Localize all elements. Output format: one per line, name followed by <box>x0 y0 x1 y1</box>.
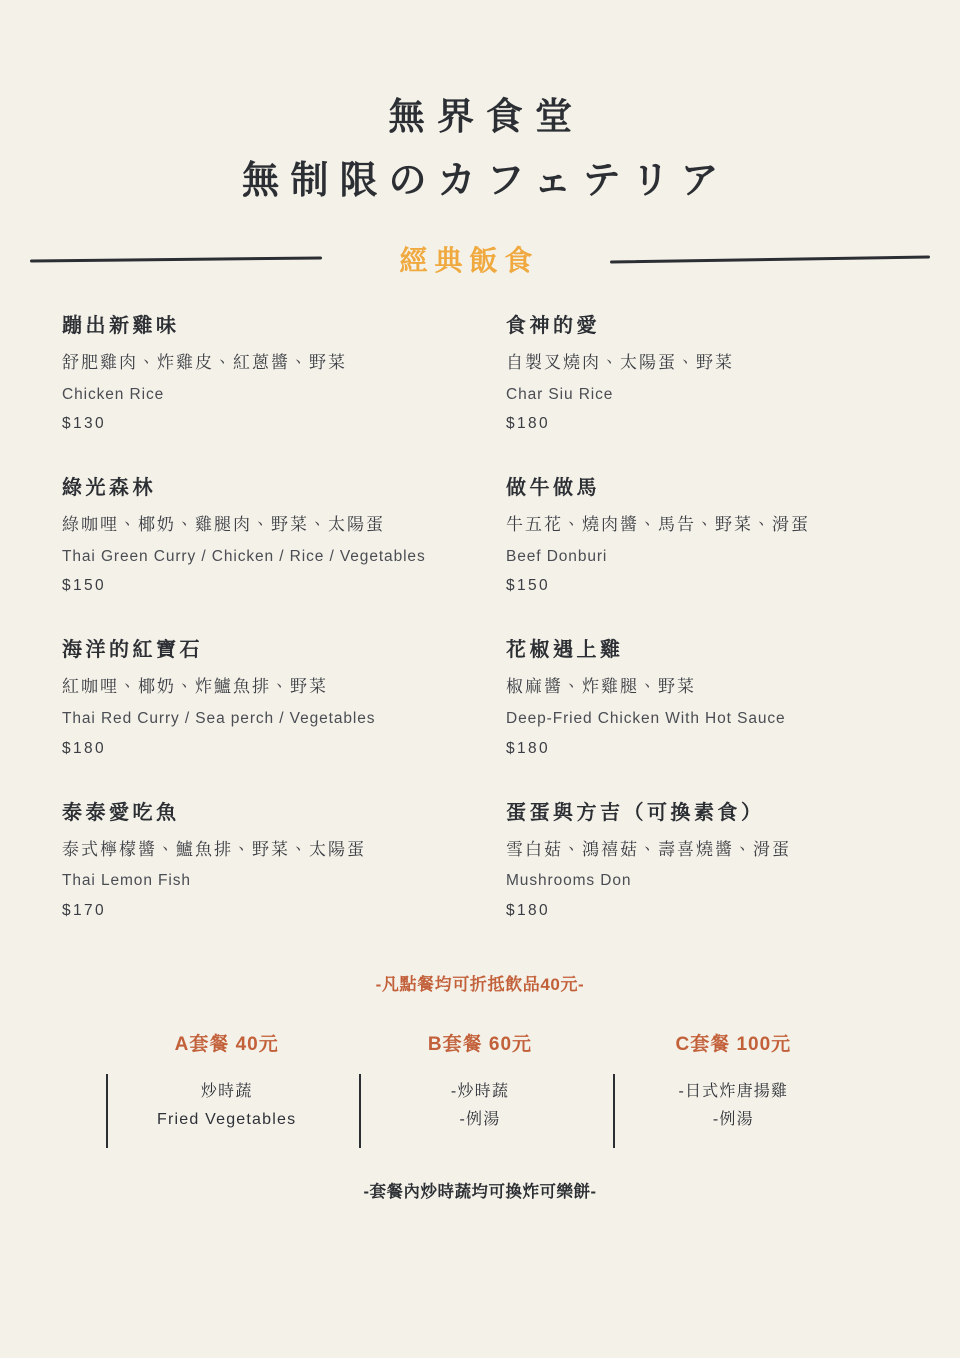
divider-left <box>30 256 322 262</box>
restaurant-title-jp: 無制限のカフェテリア <box>241 159 730 202</box>
set-title: B套餐 60元 <box>427 1033 533 1055</box>
set-line: 炒時蔬 <box>200 1082 253 1100</box>
set-menu-c <box>607 1029 860 1134</box>
set-line: -炒時蔬 <box>450 1082 510 1100</box>
set-body <box>353 1078 606 1134</box>
set-divider <box>106 1074 108 1148</box>
set-body <box>100 1078 353 1134</box>
menu-item-desc: 牛五花、燒肉醬、馬告、野菜、滑蛋 <box>506 515 810 535</box>
menu-item-name: 蹦出新雞味 <box>62 315 180 338</box>
menu-item-price: $130 <box>62 415 107 433</box>
set-menu-a <box>100 1029 353 1134</box>
menu-item-desc: 椒麻醬、炸雞腿、野菜 <box>506 677 696 697</box>
menu-header <box>0 0 960 209</box>
set-line: -例湯 <box>459 1110 501 1128</box>
footer-note: -套餐內炒時蔬均可換炸可樂餅- <box>363 1182 597 1201</box>
set-menu-b <box>353 1029 606 1134</box>
menu-item-name: 蛋蛋與方吉（可換素食） <box>506 801 765 824</box>
menu-item <box>506 473 898 595</box>
menu-item-name: 花椒遇上雞 <box>506 639 624 662</box>
menu-item-desc: 紅咖哩、椰奶、炸鱸魚排、野菜 <box>62 677 328 697</box>
menu-item-name: 泰泰愛吃魚 <box>62 801 180 824</box>
menu-item-desc: 舒肥雞肉、炸雞皮、紅蔥醬、野菜 <box>62 353 347 373</box>
menu-item <box>506 311 898 433</box>
menu-item-en: Deep-Fried Chicken With Hot Sauce <box>506 709 786 727</box>
menu-item <box>506 798 898 920</box>
set-body <box>607 1078 860 1134</box>
menu-item-desc: 自製叉燒肉、太陽蛋、野菜 <box>506 353 734 373</box>
menu-item-en: Chicken Rice <box>62 385 165 403</box>
menu-item-price: $180 <box>62 739 107 757</box>
restaurant-title-zh: 無界食堂 <box>388 96 584 137</box>
menu-item-price: $150 <box>506 577 551 595</box>
set-divider <box>613 1074 615 1148</box>
set-line: -日式炸唐揚雞 <box>678 1082 789 1100</box>
divider-right <box>609 255 929 263</box>
menu-item-name: 做牛做馬 <box>506 477 600 500</box>
menu-item-price: $180 <box>506 415 551 433</box>
menu-item-en: Thai Lemon Fish <box>62 872 191 890</box>
menu-item-price: $150 <box>62 577 107 595</box>
menu-item <box>506 635 898 757</box>
set-title: C套餐 100元 <box>675 1033 792 1055</box>
menu-item-price: $170 <box>62 901 107 919</box>
set-divider <box>359 1074 361 1148</box>
menu-item-name: 食神的愛 <box>506 315 600 338</box>
menu-item-desc: 雪白菇、鴻禧菇、壽喜燒醬、滑蛋 <box>506 839 791 859</box>
set-line: Fried Vegetables <box>157 1110 297 1128</box>
menu-item <box>62 635 506 757</box>
menu-item-desc: 綠咖哩、椰奶、雞腿肉、野菜、太陽蛋 <box>62 515 385 535</box>
menu-item-en: Thai Red Curry / Sea perch / Vegetables <box>62 709 376 727</box>
section-title: 經典飯食 <box>399 245 540 277</box>
menu-item-name: 海洋的紅寶石 <box>62 639 203 662</box>
menu-item <box>62 473 506 595</box>
set-menu-list <box>100 1029 860 1134</box>
drink-offer-note: -凡點餐均可折抵飲品40元- <box>375 974 585 994</box>
menu-item-price: $180 <box>506 901 551 919</box>
menu-item-en: Mushrooms Don <box>506 872 632 890</box>
menu-item-en: Thai Green Curry / Chicken / Rice / Vegetables <box>62 547 426 565</box>
set-line: -例湯 <box>712 1110 754 1128</box>
menu-item <box>62 798 506 920</box>
menu-item-desc: 泰式檸檬醬、鱸魚排、野菜、太陽蛋 <box>62 839 366 859</box>
menu-item-name: 綠光森林 <box>62 477 156 500</box>
menu-item-price: $180 <box>506 739 551 757</box>
menu-item-en: Beef Donburi <box>506 547 608 565</box>
set-title: A套餐 40元 <box>174 1033 279 1055</box>
menu-item <box>62 311 506 433</box>
section-heading <box>0 239 960 279</box>
menu-item-en: Char Siu Rice <box>506 385 614 403</box>
menu-list <box>62 311 898 960</box>
